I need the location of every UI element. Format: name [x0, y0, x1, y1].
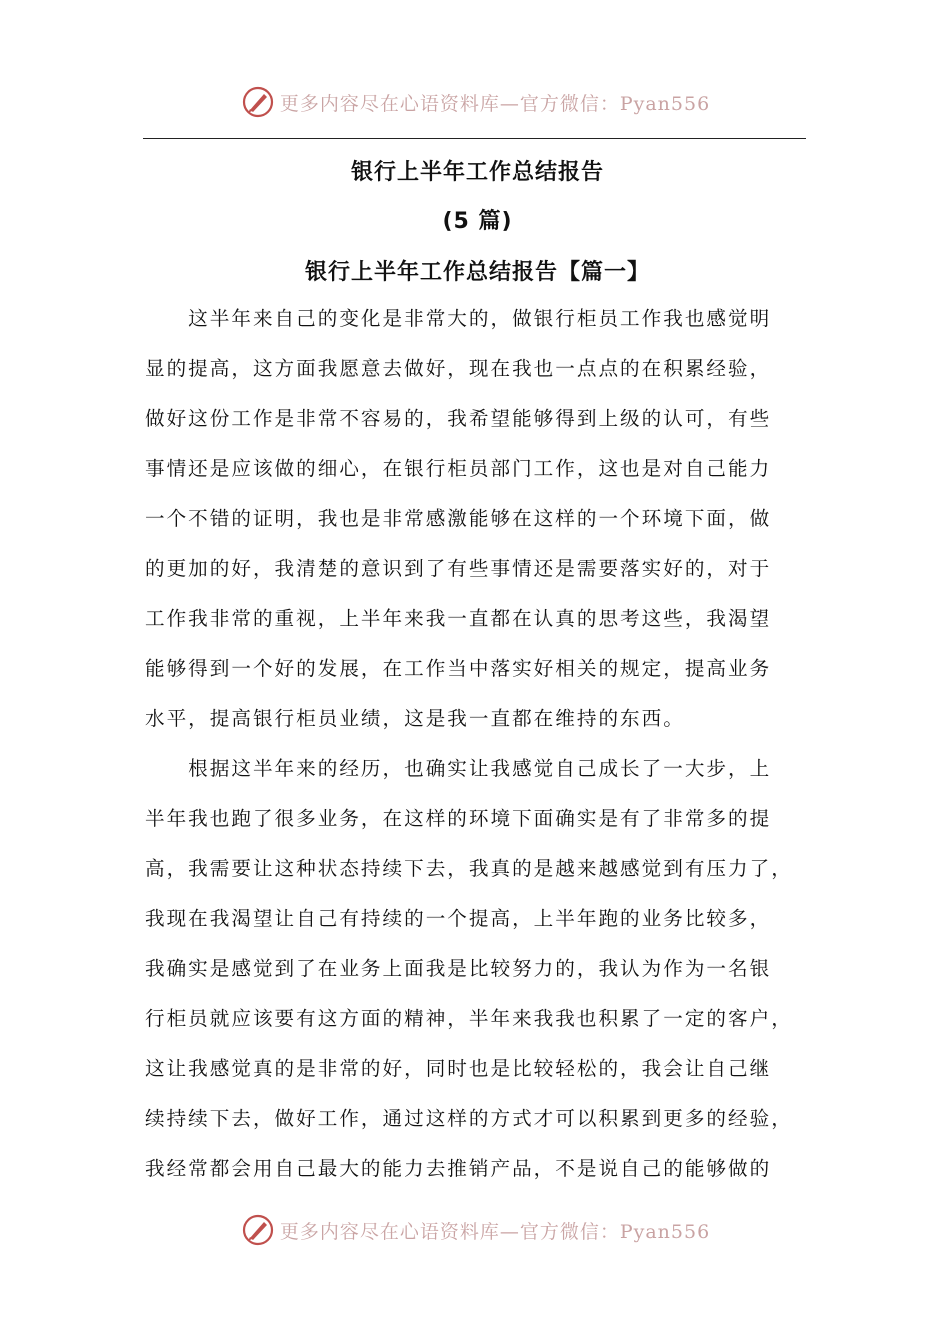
- text-line: 做好这份工作是非常不容易的，我希望能够得到上级的认可，有些: [145, 407, 772, 430]
- text-line: 这半年来自己的变化是非常大的，做银行柜员工作我也感觉明: [145, 307, 772, 330]
- text-line: 高，我需要让这种状态持续下去，我真的是越来越感觉到有压力了，: [145, 857, 793, 880]
- text-line: 半年我也跑了很多业务，在这样的环境下面确实是有了非常多的提: [145, 807, 772, 830]
- footer-banner: [0, 1210, 950, 1250]
- text-line: 工作我非常的重视，上半年来我一直都在认真的思考这些，我渴望: [145, 607, 772, 630]
- document-title: 银行上半年工作总结报告: [350, 159, 604, 185]
- text-line: 我现在我渴望让自己有持续的一个提高，上半年跑的业务比较多，: [145, 907, 772, 930]
- text-line: 根据这半年来的经历，也确实让我感觉自己成长了一大步，上: [145, 757, 772, 780]
- text-line: 行柜员就应该要有这方面的精神，半年来我我也积累了一定的客户，: [145, 1007, 793, 1030]
- text-line: 这让我感觉真的是非常的好，同时也是比较轻松的，我会让自己继: [145, 1057, 772, 1080]
- banner-text: 更多内容尽在心语资料库—官方微信：Pyan556: [279, 1220, 711, 1243]
- banner-text: 更多内容尽在心语资料库—官方微信：Pyan556: [279, 92, 711, 115]
- header-banner: [0, 82, 950, 122]
- text-line: 续持续下去，做好工作，通过这样的方式才可以积累到更多的经验，: [145, 1107, 793, 1130]
- text-line: 水平，提高银行柜员业绩，这是我一直都在维持的东西。: [145, 707, 685, 730]
- text-line: 的更加的好，我清楚的意识到了有些事情还是需要落实好的，对于: [145, 557, 772, 580]
- paragraph-2: [145, 744, 810, 1194]
- header-divider: [143, 138, 806, 139]
- text-line: 我经常都会用自己最大的能力去推销产品，不是说自己的能够做的: [145, 1157, 772, 1180]
- pen-logo-icon: [240, 84, 276, 120]
- document-body: [145, 150, 810, 1194]
- text-line: 能够得到一个好的发展，在工作当中落实好相关的规定，提高业务: [145, 657, 772, 680]
- text-line: 显的提高，这方面我愿意去做好，现在我也一点点的在积累经验，: [145, 357, 772, 380]
- section-title: 银行上半年工作总结报告【篇一】: [304, 259, 650, 285]
- text-line: 我确实是感觉到了在业务上面我是比较努力的，我认为作为一名银: [145, 957, 772, 980]
- text-line: 一个不错的证明，我也是非常感激能够在这样的一个环境下面，做: [145, 507, 772, 530]
- document-subtitle: (5 篇): [442, 209, 513, 234]
- paragraph-1: [145, 294, 810, 744]
- text-line: 事情还是应该做的细心，在银行柜员部门工作，这也是对自己能力: [145, 457, 772, 480]
- pen-logo-icon: [240, 1212, 276, 1248]
